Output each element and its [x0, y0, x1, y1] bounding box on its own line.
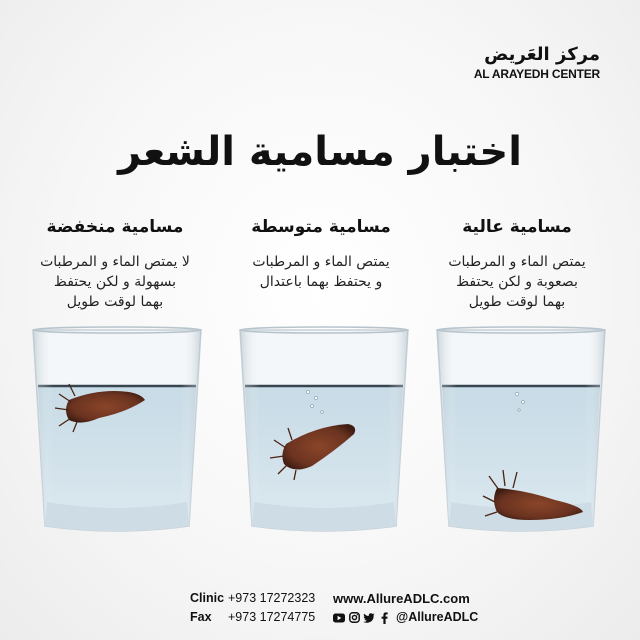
youtube-icon[interactable]	[333, 612, 345, 624]
fax-row	[190, 608, 478, 627]
page-title: اختبار مسامية الشعر	[118, 129, 522, 175]
water-glass-illustration	[433, 322, 609, 540]
column-medium-porosity	[226, 214, 416, 292]
glass-high-porosity	[433, 322, 609, 540]
brand-name-arabic: مركز العَريض	[484, 44, 600, 65]
contact-footer	[190, 589, 478, 627]
facebook-icon[interactable]	[378, 612, 390, 624]
social-links	[333, 608, 478, 627]
column-description	[422, 252, 612, 312]
instagram-icon[interactable]	[348, 612, 360, 624]
column-heading: مسامية منخفضة	[46, 217, 184, 237]
column-low-porosity	[20, 214, 210, 312]
clinic-row	[190, 589, 478, 608]
column-description	[226, 252, 416, 292]
fax-number: +973 17274775	[228, 610, 316, 624]
column-description	[20, 252, 210, 312]
water-glass-illustration	[29, 322, 205, 540]
description-line: بسهولة و لكن يحتفظ	[53, 274, 177, 290]
description-line: لا يمتص الماء و المرطبات	[40, 254, 190, 270]
brand-logo	[474, 46, 600, 81]
column-heading: مسامية متوسطة	[251, 217, 391, 237]
description-line: يمتص الماء و المرطبات	[252, 254, 390, 270]
brand-name-english: AL ARAYEDH CENTER	[473, 67, 600, 81]
description-line: يمتص الماء و المرطبات	[448, 254, 586, 270]
clinic-number: +973 17272323	[228, 591, 316, 605]
description-line: بهما لوقت طويل	[468, 294, 566, 310]
description-line: بهما لوقت طويل	[66, 294, 164, 310]
column-high-porosity	[422, 214, 612, 312]
social-handle[interactable]: @AllureADLC	[396, 610, 479, 624]
description-line: و يحتفظ بهما باعتدال	[259, 274, 383, 290]
column-heading: مسامية عالية	[462, 217, 572, 237]
description-line: بصعوبة و لكن يحتفظ	[456, 274, 578, 290]
glass-low-porosity	[29, 322, 205, 540]
twitter-icon[interactable]	[363, 612, 375, 624]
clinic-label: Clinic	[190, 591, 225, 605]
water-glass-illustration	[236, 322, 412, 540]
website-link[interactable]: www.AllureADLC.com	[333, 591, 470, 606]
glass-medium-porosity	[236, 322, 412, 540]
fax-label: Fax	[190, 610, 212, 624]
